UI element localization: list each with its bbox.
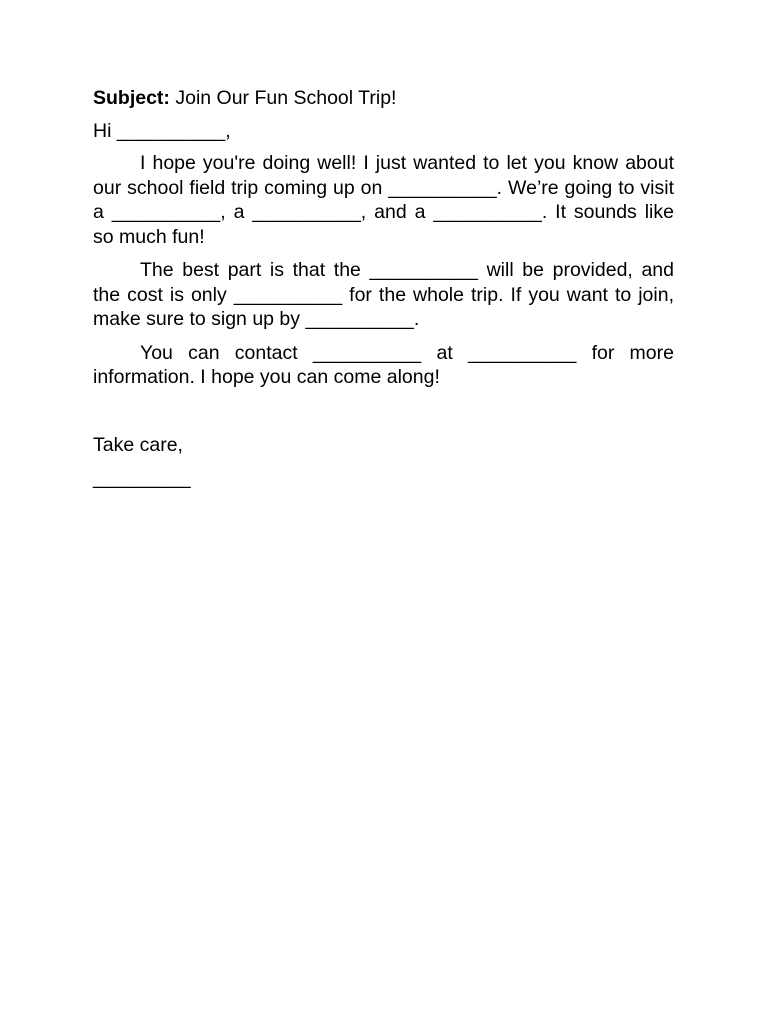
- subject-line: [93, 86, 674, 111]
- greeting-line: Hi __________,: [93, 119, 231, 142]
- letter-page: [93, 86, 674, 491]
- signature-blank: _________: [93, 467, 191, 489]
- closing-line: Take care,: [93, 433, 183, 456]
- subject-text: Join Our Fun School Trip!: [169, 87, 397, 109]
- subject-label: Subject:: [93, 87, 170, 109]
- paragraph-contact: You can contact __________ at __________ for more information. I hope you can come along!: [93, 341, 674, 388]
- paragraph-intro: I hope you're doing well! I just wanted to let you know about our school field trip coming up on __________. We’re going to visit a __________, a __________, and a __________. It sounds like so much fun!: [93, 152, 674, 248]
- paragraph-details: The best part is that the __________ will be provided, and the cost is only __________ for the whole trip. If you want to join, make sure to sign up by __________.: [93, 259, 674, 330]
